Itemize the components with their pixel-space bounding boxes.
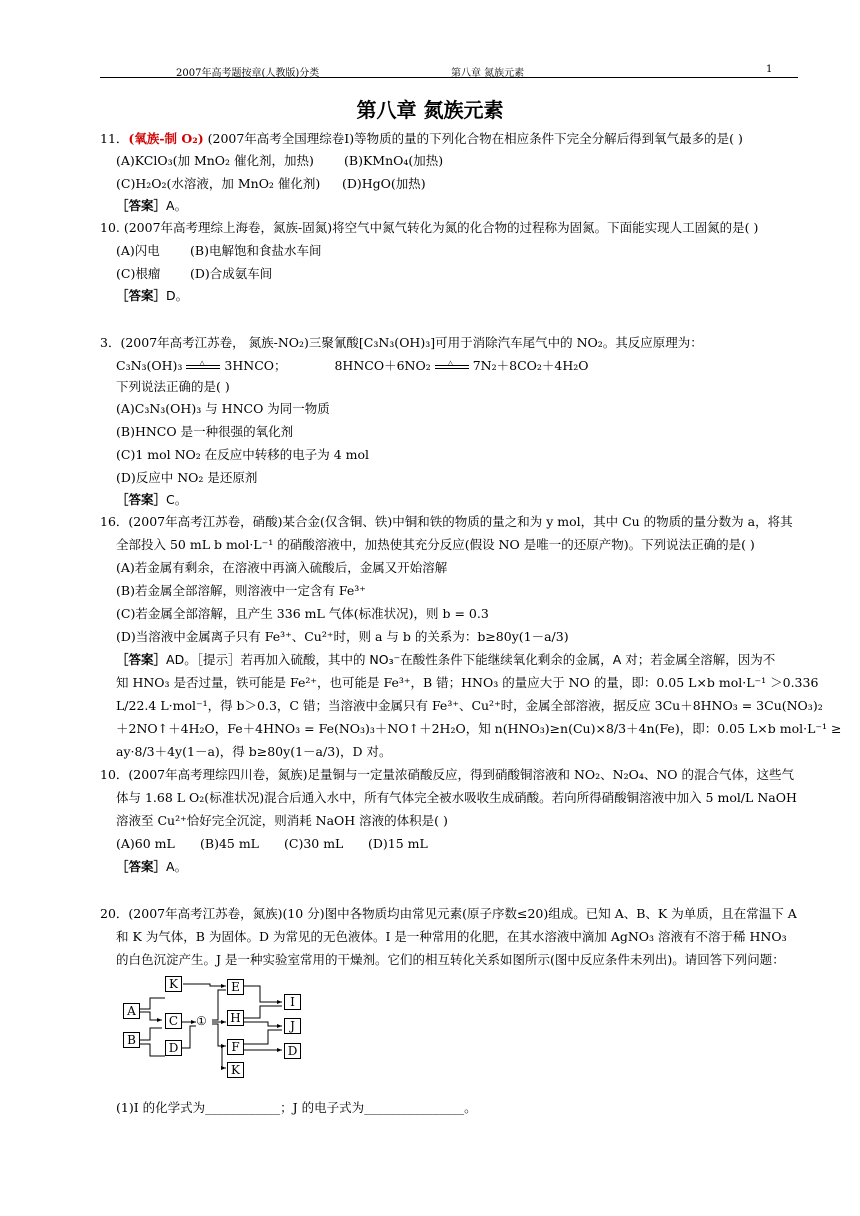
q16-answer-3: L/22.4 L·mol⁻¹，得 b＞0.3，C 错；当溶液中金属只有 Fe³⁺、Cu²⁺时，金属全部溶液，据反应 3Cu＋8HNO₃ = 3Cu(NO₃)₂ bbox=[116, 698, 823, 713]
q20-sub-1: (1)I 的化学式为____________；J 的电子式为________________。 bbox=[116, 1100, 477, 1115]
q10b-opt-c: (C)30 mL bbox=[284, 836, 344, 851]
q11-tag: (氧族-制 O₂) bbox=[128, 131, 204, 146]
q3-opt-c: (C)1 mol NO₂ 在反应中转移的电子为 4 mol bbox=[116, 447, 370, 462]
node-i: I bbox=[284, 994, 301, 1010]
q10b-opt-b: (B)45 mL bbox=[200, 836, 259, 851]
node-c: C bbox=[165, 1013, 182, 1029]
q11-answer: ［答案］A。 bbox=[116, 198, 188, 213]
q16-opt-c: (C)若金属全部溶解，且产生 336 mL 气体(标准状况)，则 b = 0.3 bbox=[116, 606, 489, 621]
q20-stem-1: 20．(2007年高考江苏卷，氮族)(10 分)图中各物质均由常见元素(原子序数≤20)组成。已知 A、B、K 为单质，且在常温下 A bbox=[100, 906, 797, 921]
q11-opt-b: (B)KMnO₄(加热) bbox=[344, 153, 444, 168]
q3-opt-d: (D)反应中 NO₂ 是还原剂 bbox=[116, 470, 258, 485]
q11-opt-c: (C)H₂O₂(水溶液，加 MnO₂ 催化剂) bbox=[116, 176, 321, 191]
q3-equations: C₃N₃(OH)₃ △ 3HNCO； 8HNCO＋6NO₂ △ 7N₂＋8CO₂＋4H₂O bbox=[116, 358, 589, 373]
q3-prompt: 下列说法正确的是( ) bbox=[116, 379, 230, 394]
q16-stem-1: 16．(2007年高考江苏卷，硝酸)某合金(仅含铜、铁)中铜和铁的物质的量之和为 y mol，其中 Cu 的物质的量分数为 a，将其 bbox=[100, 514, 793, 529]
q11-opt-d: (D)HgO(加热) bbox=[342, 176, 426, 191]
q16-opt-b: (B)若金属全部溶解，则溶液中一定含有 Fe³⁺ bbox=[116, 583, 366, 598]
q10a-opt-c: (C)根瘤 bbox=[116, 266, 161, 281]
q10b-opt-d: (D)15 mL bbox=[368, 836, 428, 851]
q10a-opt-d: (D)合成氨车间 bbox=[190, 266, 273, 281]
q10a-answer: ［答案］D。 bbox=[116, 288, 189, 303]
q10b-answer: ［答案］A。 bbox=[116, 859, 188, 874]
q16-opt-a: (A)若金属有剩余，在溶液中再滴入硫酸后，金属又开始溶解 bbox=[116, 560, 448, 575]
q20-stem-3: 的白色沉淀产生。J 是一种实验室常用的干燥剂。它们的相互转化关系如图所示(图中反应条件未列出)。请回答下列问题： bbox=[116, 952, 785, 967]
node-j: J bbox=[284, 1018, 301, 1034]
node-d-left: D bbox=[165, 1040, 182, 1056]
header-rule bbox=[100, 77, 798, 78]
chapter-title: 第八章 氮族元素 bbox=[356, 98, 504, 122]
q16-stem-2: 全部投入 50 mL b mol·L⁻¹ 的硝酸溶液中，加热使其充分反应(假设 NO 是唯一的还原产物)。下列说法正确的是( ) bbox=[116, 537, 755, 552]
equilibrium-arrow-1: △ bbox=[186, 362, 220, 372]
q11-stem: 11．(氧族-制 O₂) (2007年高考全国理综卷I)等物质的量的下列化合物在相应条件下完全分解后得到氧气最多的是( ) bbox=[100, 131, 743, 146]
node-k-bottom: K bbox=[227, 1062, 244, 1078]
equilibrium-arrow-2: △ bbox=[435, 362, 469, 372]
q16-answer-1: ［答案］AD。［提示］若再加入硫酸，其中的 NO₃⁻在酸性条件下能继续氧化剩余的金属，A 对；若金属全溶解，因为不 bbox=[116, 652, 776, 667]
node-k-top: K bbox=[165, 976, 182, 992]
q16-opt-d: (D)当溶液中金属离子只有 Fe³⁺、Cu²⁺时，则 a 与 b 的关系为：b≥80y(1－a/3) bbox=[116, 629, 569, 644]
q10b-opt-a: (A)60 mL bbox=[116, 836, 175, 851]
node-a: A bbox=[123, 1003, 140, 1019]
q3-opt-b: (B)HNCO 是一种很强的氧化剂 bbox=[116, 424, 294, 439]
q10a-opt-b: (B)电解饱和食盐水车间 bbox=[190, 243, 322, 258]
q10b-stem-2: 体与 1.68 L O₂(标准状况)混合后通入水中，所有气体完全被水吸收生成硝酸。若向所得硝酸铜溶液中加入 5 mol/L NaOH bbox=[116, 790, 797, 805]
header-center: 第八章 氮族元素 bbox=[451, 68, 525, 79]
q3-stem: 3．(2007年高考江苏卷， 氮族-NO₂)三聚氰酸[C₃N₃(OH)₃]可用于消除汽车尾气中的 NO₂。其反应原理为： bbox=[100, 335, 703, 350]
q16-answer-2: 知 HNO₃ 是否过量，铁可能是 Fe²⁺，也可能是 Fe³⁺，B 错；HNO₃ 的量应大于 NO 的量，即：0.05 L×b mol·L⁻¹ ＞0.336 bbox=[116, 675, 819, 690]
node-e: E bbox=[227, 979, 244, 995]
q11-opt-a: (A)KClO₃(加 MnO₂ 催化剂，加热) bbox=[116, 153, 314, 168]
q10a-opt-a: (A)闪电 bbox=[116, 243, 160, 258]
node-h: H bbox=[227, 1010, 244, 1026]
node-b: B bbox=[123, 1032, 140, 1048]
node-d-right: D bbox=[284, 1043, 301, 1059]
node-f: F bbox=[227, 1039, 244, 1055]
q16-answer-5: ay·8/3＋4y(1－a)，得 b≥80y(1－a/3)，D 对。 bbox=[116, 744, 392, 759]
q3-opt-a: (A)C₃N₃(OH)₃ 与 HNCO 为同一物质 bbox=[116, 401, 330, 416]
header-page-number: 1 bbox=[766, 64, 773, 75]
step-marker: ① bbox=[196, 1014, 207, 1028]
q10a-stem: 10. (2007年高考理综上海卷，氮族-固氮)将空气中氮气转化为氮的化合物的过程称为固氮。下面能实现人工固氮的是( ) bbox=[100, 220, 759, 235]
q10b-stem-1: 10．(2007年高考理综四川卷，氮族)足量铜与一定量浓硝酸反应，得到硝酸铜溶液和 NO₂、N₂O₄、NO 的混合气体，这些气 bbox=[100, 767, 795, 782]
q16-answer-4: ＋2NO↑＋4H₂O，Fe＋4HNO₃ = Fe(NO₃)₃＋NO↑＋2H₂O，知 n(HNO₃)≥n(Cu)×8/3＋4n(Fe)，即：0.05 L×b mol·L⁻¹ ≥ bbox=[116, 721, 842, 736]
q20-stem-2: 和 K 为气体，B 为固体。D 为常见的无色液体。I 是一种常用的化肥，在其水溶液中滴加 AgNO₃ 溶液有不溶于稀 HNO₃ bbox=[116, 929, 787, 944]
q10b-stem-3: 溶液至 Cu²⁺恰好完全沉淀，则消耗 NaOH 溶液的体积是( ) bbox=[116, 813, 448, 828]
q3-answer: ［答案］C。 bbox=[116, 492, 188, 507]
header-left: 2007年高考题按章(人教版)分类 bbox=[176, 68, 320, 79]
